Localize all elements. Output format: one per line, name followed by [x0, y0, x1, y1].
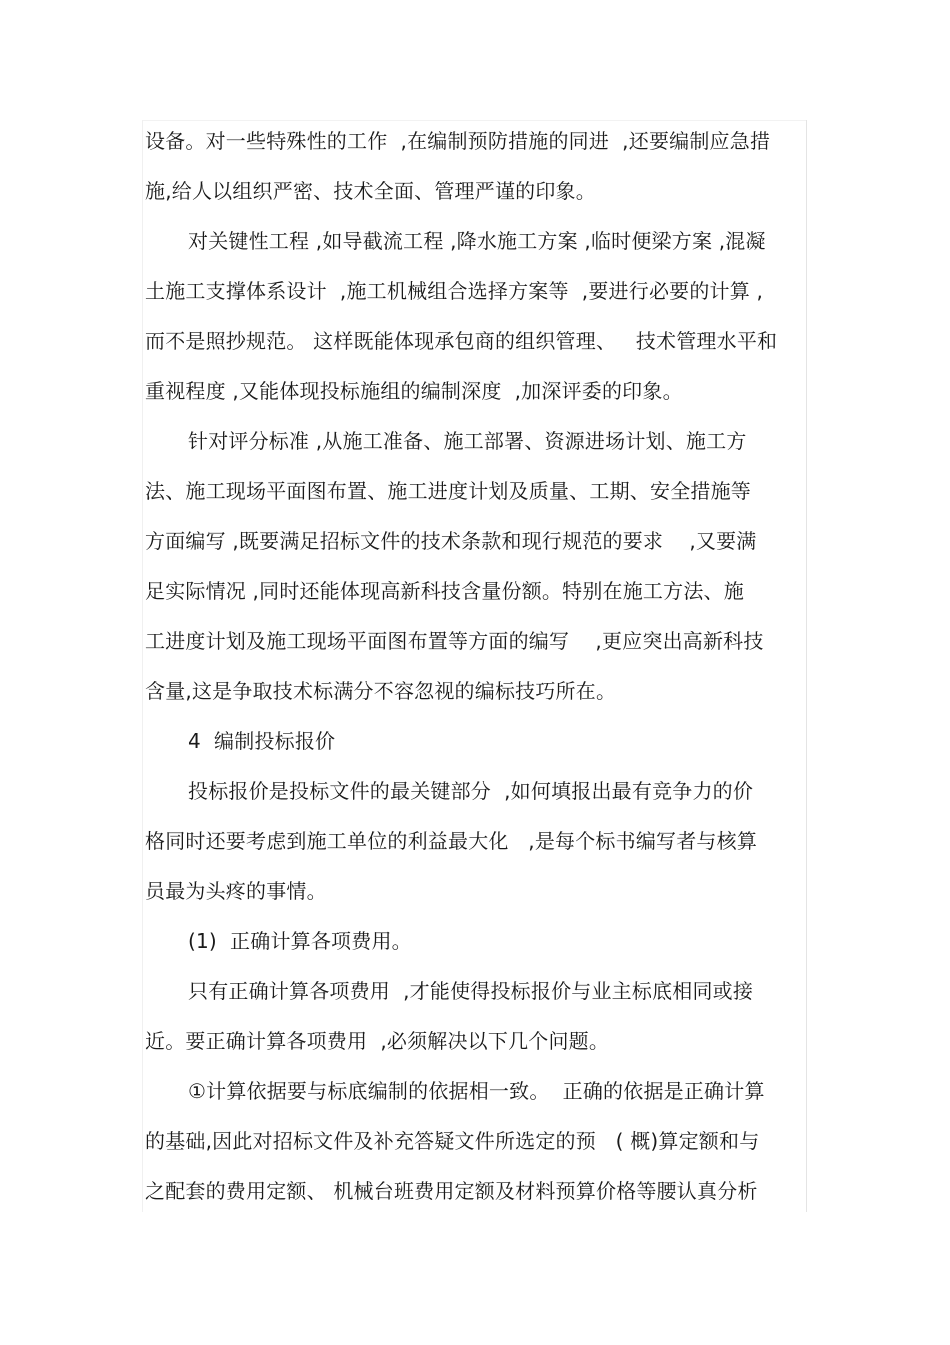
text-line: 员最为头疼的事情。	[145, 879, 327, 903]
text-line: 重视程度 ,又能体现投标施组的编制深度 ,加深评委的印象。	[145, 379, 683, 403]
text-line: 含量,这是争取技术标满分不容忽视的编标技巧所在。	[145, 679, 617, 703]
page-frame-left	[142, 120, 143, 1212]
text-line: 格同时还要考虑到施工单位的利益最大化 ,是每个标书编写者与核算	[145, 829, 758, 853]
text-line: 设备。对一些特殊性的工作 ,在编制预防措施的同进 ,还要编制应急措	[145, 129, 771, 153]
text-line: ①计算依据要与标底编制的依据相一致。 正确的依据是正确计算	[188, 1079, 765, 1103]
text-line: 近。要正确计算各项费用 ,必须解决以下几个问题。	[145, 1029, 610, 1053]
text-line: 投标报价是投标文件的最关键部分 ,如何填报出最有竞争力的价	[188, 779, 754, 803]
text-line: 对关键性工程 ,如导截流工程 ,降水施工方案 ,临时便梁方案 ,混凝	[188, 229, 766, 253]
text-line: 只有正确计算各项费用 ,才能使得投标报价与业主标底相同或接	[188, 979, 754, 1003]
text-line: 法、施工现场平面图布置、施工进度计划及质量、工期、安全措施等	[145, 479, 751, 503]
text-line: 之配套的费用定额、 机械台班费用定额及材料预算价格等腰认真分析	[145, 1179, 758, 1203]
text-line: 的基础,因此对招标文件及补充答疑文件所选定的预 ( 概)算定额和与	[145, 1129, 760, 1153]
text-line: 工进度计划及施工现场平面图布置等方面的编写 ,更应突出高新科技	[145, 629, 764, 653]
text-line: 方面编写 ,既要满足招标文件的技术条款和现行规范的要求 ,又要满	[145, 529, 757, 553]
page-frame-top	[142, 120, 807, 121]
text-line: 土施工支撑体系设计 ,施工机械组合选择方案等 ,要进行必要的计算 ,	[145, 279, 764, 303]
text-line: 针对评分标准 ,从施工准备、施工部署、资源进场计划、施工方	[188, 429, 747, 453]
page-frame-right	[806, 120, 807, 1212]
subsection-heading: (1) 正确计算各项费用。	[188, 929, 412, 953]
text-line: 施,给人以组织严密、技术全面、管理严谨的印象。	[145, 179, 596, 203]
text-line: 而不是照抄规范。 这样既能体现承包商的组织管理、 技术管理水平和	[145, 329, 778, 353]
section-heading: 4 编制投标报价	[188, 729, 336, 753]
text-line: 足实际情况 ,同时还能体现高新科技含量份额。特别在施工方法、施	[145, 579, 744, 603]
